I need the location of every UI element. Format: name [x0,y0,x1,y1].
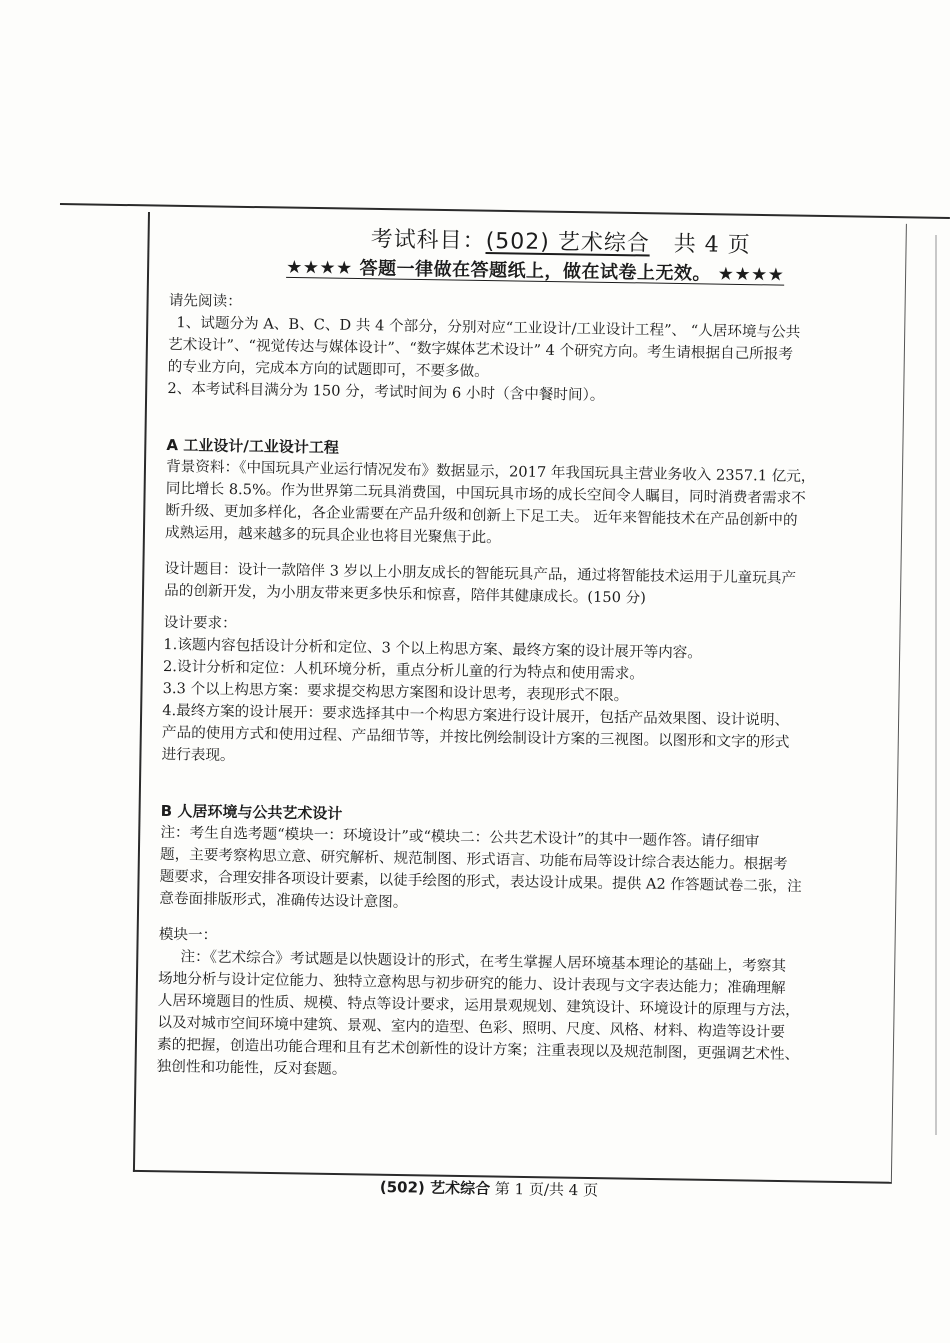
module-one-line: 以及对城市空间环境中建筑、景观、室内的造型、色彩、照明、尺度、风格、材料、构造等设计要 [157,1013,786,1041]
instruction-line: 2、本考试科目满分为 150 分，考试时间为 6 小时（含中餐时间）。 [167,379,605,404]
instruction-line: 的专业方向，完成本方向的试题即可，不要多做。 [167,357,489,381]
section-a-heading: A 工业设计/工业设计工程 [166,435,339,457]
instruction-line: 艺术设计”、“视觉传达与媒体设计”、“数字媒体艺术设计” 4 个研究方向。考生请根据自己所报考 [167,335,794,363]
section-a-background-line: 成熟运用，越来越多的玩具企业也将目光聚焦于此。 [164,523,501,547]
instruction-line: 1、试题分为 A、B、C、D 共 4 个部分，分别对应“工业设计/工业设计工程”、 “人居环境与公共 [176,314,801,341]
page-total: 共 4 页 [673,231,751,259]
module-one-line: 场地分析与设计定位能力、独特立意构思与初步研究的能力、设计表现与文字表达能力；准确理解 [157,969,786,997]
subject-prefix: 考试科目： [370,227,486,254]
section-a-requirement-line: 2.设计分析和定位：人机环境分析，重点分析儿童的行为特点和使用需求。 [162,657,645,683]
section-a-requirement-line: 3.3 个以上构思方案：要求提交构思方案图和设计思考，表现形式不限。 [162,679,629,705]
footer-subject: (502) 艺术综合 [379,1177,491,1198]
section-a-requirement-line: 产品的使用方式和使用过程、产品细节等，并按比例绘制设计方案的三视图。以图形和文字的形式 [161,723,790,751]
module-one-line: 独创性和功能性，反对套题。 [156,1057,347,1078]
section-a-requirement-line: 进行表现。 [161,745,235,765]
section-b-note-line: 题，主要考察构思立意、研究解析、规范制图、形式语言、功能布局等设计综合表达能力。根据考 [159,845,788,873]
section-a-topic-line: 品的创新开发，为小朋友带来更多快乐和惊喜，陪伴其健康成长。(150 分) [164,581,646,607]
section-a-topic-line: 设计题目：设计一款陪伴 3 岁以上小朋友成长的智能玩具产品，通过将智能技术运用于儿童玩具产 [164,559,797,587]
subject-name: (502) 艺术综合 [485,228,651,257]
section-b-note-line: 题要求，合理安排各项设计要素，以徒手绘图的形式，表达设计成果。提供 A2 作答题试卷二张，注 [159,867,802,896]
section-b-heading: B 人居环境与公共艺术设计 [160,801,343,823]
section-a-requirement-line: 4.最终方案的设计展开：要求选择其中一个构思方案进行设计展开，包括产品效果图、设计说明、 [162,701,790,729]
instructions-title: 请先阅读： [168,291,242,311]
module-one-line: 注：《艺术综合》考试题是以快题设计的形式，在考生掌握人居环境基本理论的基础上，考察其 [180,948,787,975]
scan-edge-right [935,235,937,1135]
exam-content [157,222,892,1089]
answer-warning: ★★★★ 答题一律做在答题纸上，做在试卷上无效。 ★★★★ [286,256,785,286]
section-b-note-line: 意卷面排版形式，准确传达设计意图。 [159,889,408,911]
section-a-background-line: 断升级、更加多样化，各企业需要在产品升级和创新上下足工夫。 近年来智能技术在产品创新中的 [165,501,798,529]
module-one-line: 素的把握，创造出功能合理和且有艺术创新性的设计方案；注重表现以及规范制图，更强调艺术性、 [156,1035,800,1063]
module-one-line: 人居环境题目的性质、规模、特点等设计要求，运用景观规划、建筑设计、环境设计的原理与方法， [157,991,800,1019]
section-a-background-line: 背景资料：《中国玩具产业运行情况发布》数据显示，2017 年我国玩具主营业务收入 2357.1 亿元， [166,457,816,486]
section-a-requirement-line: 1.该题内容包括设计分析和定位、3 个以上构思方案、最终方案的设计展开等内容。 [163,635,703,662]
module-one-title: 模块一： [158,925,218,944]
section-a-requirements-title: 设计要求： [163,613,237,633]
section-b-note-line: 注：考生自选考题“模块一：环境设计”或“模块二：公共艺术设计”的其中一题作答。请仔细审 [160,823,760,851]
footer-page-number: 第 1 页/共 4 页 [494,1179,599,1200]
section-a-background-line: 同比增长 8.5%。作为世界第二玩具消费国，中国玩具市场的成长空间令人瞩目，同时消费者需求不 [165,479,806,508]
page-footer [380,1176,599,1200]
